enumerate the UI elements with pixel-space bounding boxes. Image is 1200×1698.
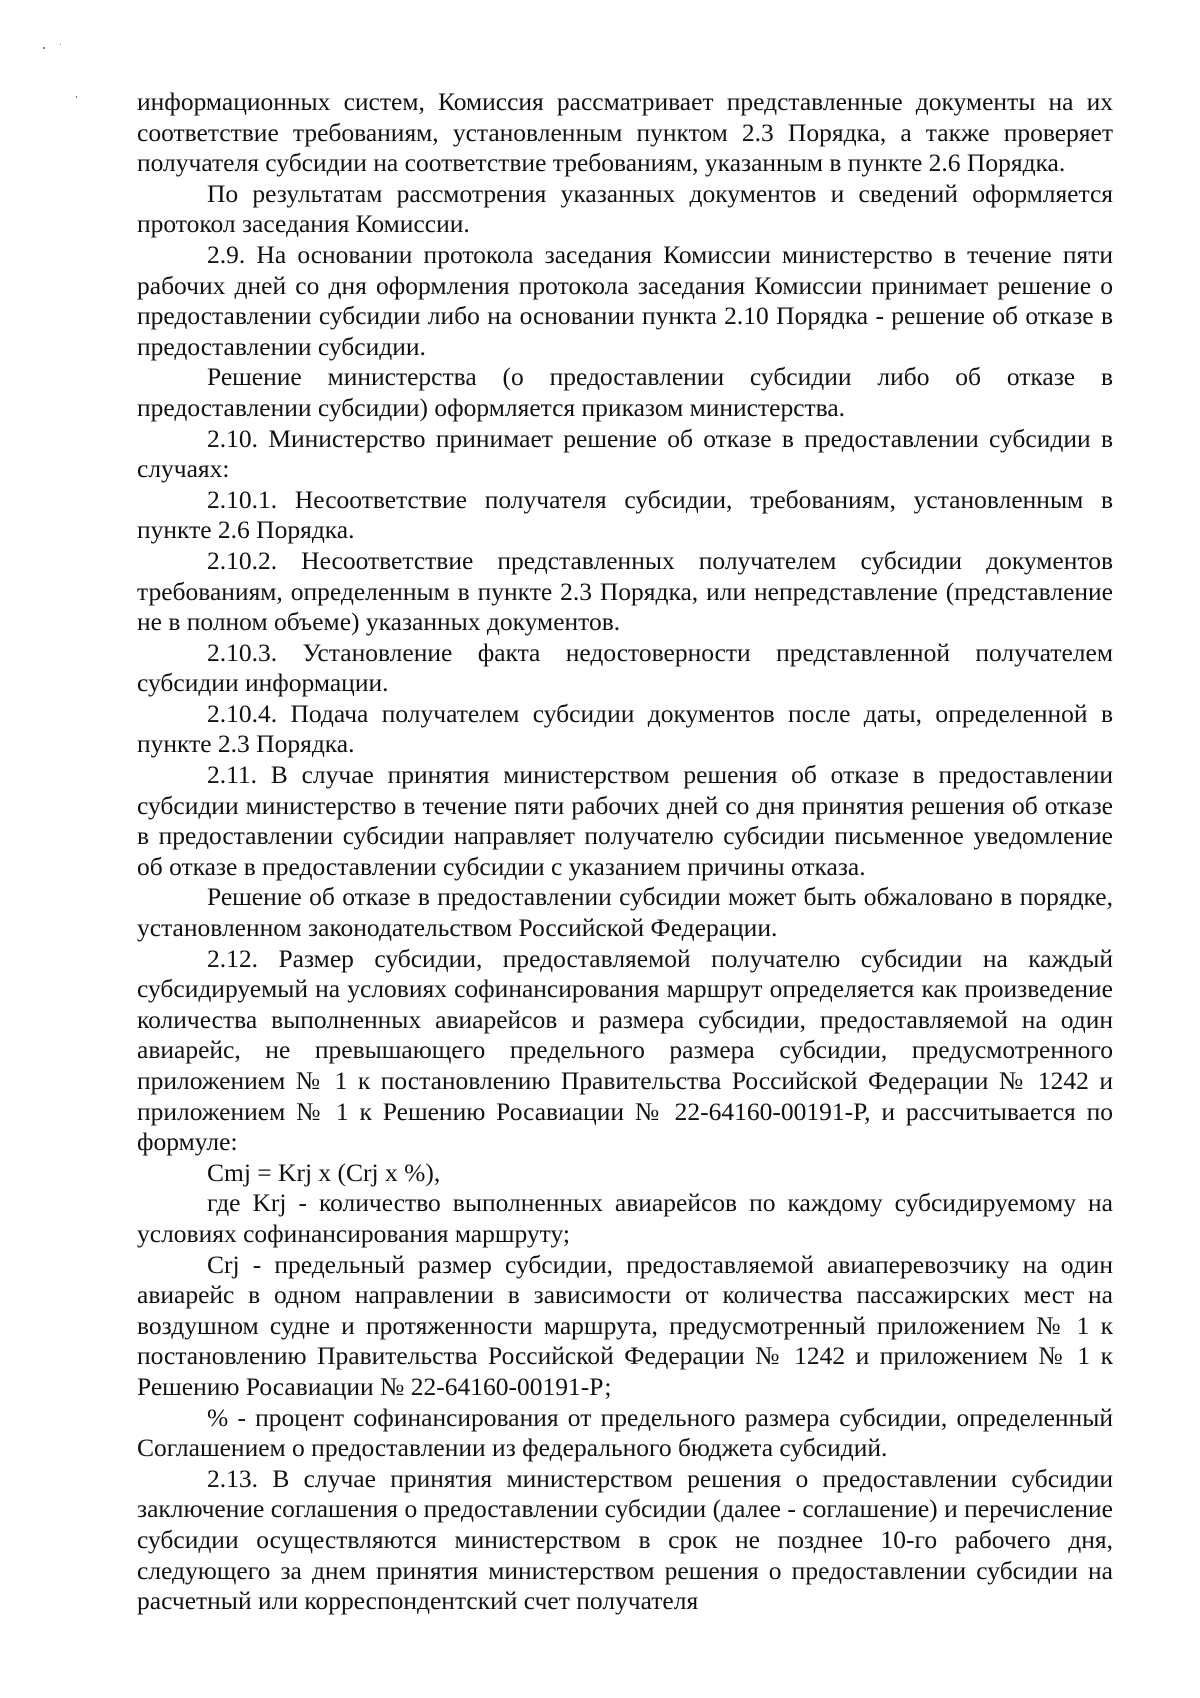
- paragraph: 2.13. В случае принятия министерством решения о предоставлении субсидии заключение соглашения о предоставлении субсидии (далее - соглашение) и перечисление субсидии осуществляются министерством в срок не позднее 10-го рабочего дня, следующего за днем принятия министерством решения о предоставлении субсидии на расчетный или корреспондентский счет получателя: [137, 1463, 1113, 1616]
- paragraph: По результатам рассмотрения указанных документов и сведений оформляется протокол заседания Комиссии.: [137, 178, 1113, 239]
- paragraph: Решение министерства (о предоставлении субсидии либо об отказе в предоставлении субсидии) оформляется приказом министерства.: [137, 362, 1113, 422]
- paragraph: Crj - предельный размер субсидии, предоставляемой авиаперевозчику на один авиарейс в одном направлении в зависимости от количества пассажирских мест на воздушном судне и протяженности маршрута, предусмотренный приложением № 1 к постановлению Правительства Российской Федерации № 1242 и приложением № 1 к Решению Росавиации № 22-64160-00191-Р;: [137, 1249, 1113, 1401]
- paragraph: 2.10.2. Несоответствие представленных получателем субсидии документов требованиям, определенным в пункте 2.3 Порядка, или непредставление (представление не в полном объеме) указанных документов.: [137, 545, 1113, 637]
- formula: Cmj = Krj x (Crj x %),: [207, 1157, 441, 1187]
- paragraph: информационных систем, Комиссия рассматривает представленные документы на их соответствие требованиям, установленным пунктом 2.3 Порядка, а также проверяет получателя субсидии на соответствие требованиям, указанным в пункте 2.6 Порядка.: [137, 87, 1113, 178]
- paragraph: 2.11. В случае принятия министерством решения об отказе в предоставлении субсидии министерство в течение пяти рабочих дней со дня принятия решения об отказе в предоставлении субсидии направляет получателю субсидии письменное уведомление об отказе в предоставлении субсидии с указанием причины отказа.: [137, 760, 1113, 881]
- scan-speck: [76, 96, 77, 98]
- paragraph: 2.10.3. Установление факта недостоверности представленной получателем субсидии информации.: [137, 637, 1113, 698]
- paragraph: 2.12. Размер субсидии, предоставляемой получателю субсидии на каждый субсидируемый на условиях софинансирования маршрут определяется как произведение количества выполненных авиарейсов и размера субсидии, предоставляемой на один авиарейс, не превышающего предельного размера субсидии, предусмотренного приложением № 1 к постановлению Правительства Российской Федерации № 1242 и приложением № 1 к Решению Росавиации № 22-64160-00191-Р, и рассчитывается по формуле:: [137, 943, 1113, 1157]
- paragraph: Решение об отказе в предоставлении субсидии может быть обжаловано в порядке, установленном законодательством Российской Федерации.: [137, 882, 1113, 943]
- paragraph: % - процент софинансирования от предельного размера субсидии, определенный Соглашением о предоставлении из федерального бюджета субсидий.: [137, 1402, 1113, 1463]
- paragraph: 2.9. На основании протокола заседания Комиссии министерство в течение пяти рабочих дней со дня оформления протокола заседания Комиссии принимает решение о предоставлении субсидии либо на основании пункта 2.10 Порядка - решение об отказе в предоставлении субсидии.: [137, 239, 1113, 361]
- scan-speck: [43, 47, 45, 49]
- paragraph: 2.10.4. Подача получателем субсидии документов после даты, определенной в пункте 2.3 Порядка.: [137, 698, 1113, 759]
- paragraph: где Krj - количество выполненных авиарейсов по каждому субсидируемому на условиях софинансирования маршруту;: [137, 1188, 1113, 1248]
- document-body: [137, 87, 1113, 1617]
- paragraph: 2.10. Министерство принимает решение об отказе в предоставлении субсидии в случаях:: [137, 423, 1113, 484]
- paragraph: 2.10.1. Несоответствие получателя субсидии, требованиям, установленным в пункте 2.6 Порядка.: [137, 484, 1113, 545]
- scan-speck: [60, 44, 61, 45]
